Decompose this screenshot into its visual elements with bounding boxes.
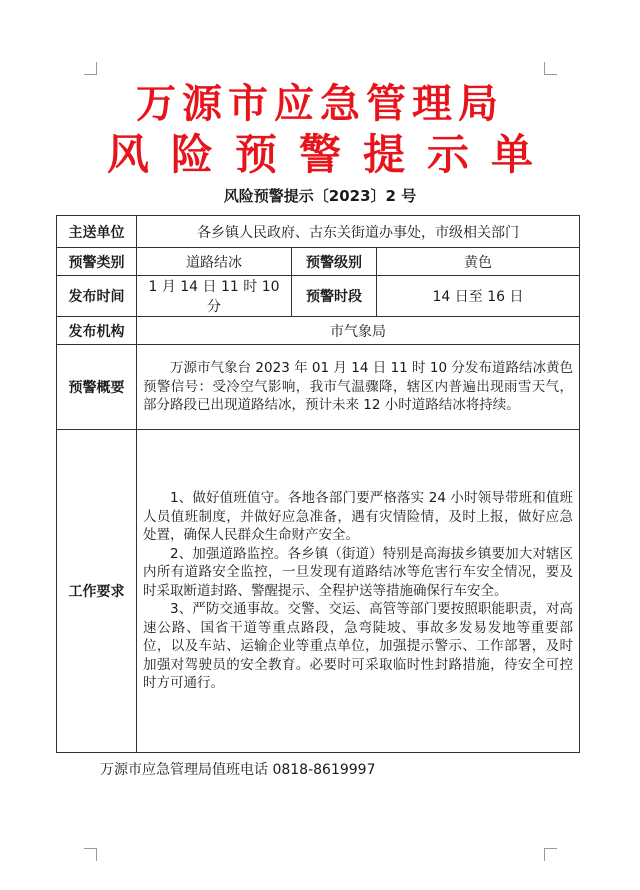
doc-number: 风险预警提示〔2023〕2 号 (223, 187, 417, 205)
requirements-cell (137, 430, 580, 753)
summary-label: 预警概要 (57, 345, 137, 430)
requirement-item-3: 3、严防交通事故。交警、交运、高管等部门要按照职能职责，对高速公路、国省干道等重点路段，急弯陡坡、事故多发易发地等重要部位，以及车站、运输企业等重点单位，加强提示警示、工作部署，及时加强对驾驶员的安全教育。必要时可采取临时性封路措施，待安全可控时方可通行。 (143, 601, 574, 692)
requirements-label: 工作要求 (57, 430, 137, 753)
row-recipients (57, 216, 580, 248)
warning-level-value: 黄色 (377, 248, 580, 276)
doc-title: 风险预警提示单 (106, 130, 555, 179)
row-requirements (57, 430, 580, 753)
warning-table (56, 215, 580, 753)
recipients-value: 各乡镇人民政府、古东关街道办事处，市级相关部门 (137, 216, 580, 248)
row-summary (57, 345, 580, 430)
release-time-value: 1 月 14 日 11 时 10 分 (137, 276, 292, 317)
issuer-label: 发布机构 (57, 317, 137, 345)
warning-level-label: 预警级别 (292, 248, 377, 276)
issuer-value: 市气象局 (137, 317, 580, 345)
org-title: 万源市应急管理局 (136, 80, 504, 127)
crop-mark-top-right (544, 62, 557, 75)
crop-mark-top-left (84, 62, 97, 75)
row-issuer (57, 317, 580, 345)
crop-mark-bottom-left (84, 848, 97, 861)
summary-cell (137, 345, 580, 430)
duty-phone: 万源市应急管理局值班电话 0818-8619997 (100, 762, 376, 778)
summary-text: 万源市气象台 2023 年 01 月 14 日 11 时 10 分发布道路结冰黄色预警信号：受冷空气影响，我市气温骤降，辖区内普遍出现雨雪天气，部分路段已出现道路结冰，预计未来 12 小时道路结冰将持续。 (143, 360, 574, 414)
warning-period-label: 预警时段 (292, 276, 377, 317)
recipients-label: 主送单位 (57, 216, 137, 248)
warning-type-label: 预警类别 (57, 248, 137, 276)
requirement-item-2: 2、加强道路监控。各乡镇（街道）特别是高海拔乡镇要加大对辖区内所有道路安全监控，一旦发现有道路结冰等危害行车安全情况，要及时采取断道封路、警醒提示、全程护送等措施确保行车安全。 (143, 545, 574, 599)
crop-mark-bottom-right (544, 848, 557, 861)
row-warning-type (57, 248, 580, 276)
requirement-item-1: 1、做好值班值守。各地各部门要严格落实 24 小时领导带班和值班人员值班制度，并做好应急准备，遇有灾情险情，及时上报，做好应急处置，确保人民群众生命财产安全。 (143, 490, 574, 544)
warning-type-value: 道路结冰 (137, 248, 292, 276)
warning-period-value: 14 日至 16 日 (377, 276, 580, 317)
row-release-time (57, 276, 580, 317)
release-time-label: 发布时间 (57, 276, 137, 317)
